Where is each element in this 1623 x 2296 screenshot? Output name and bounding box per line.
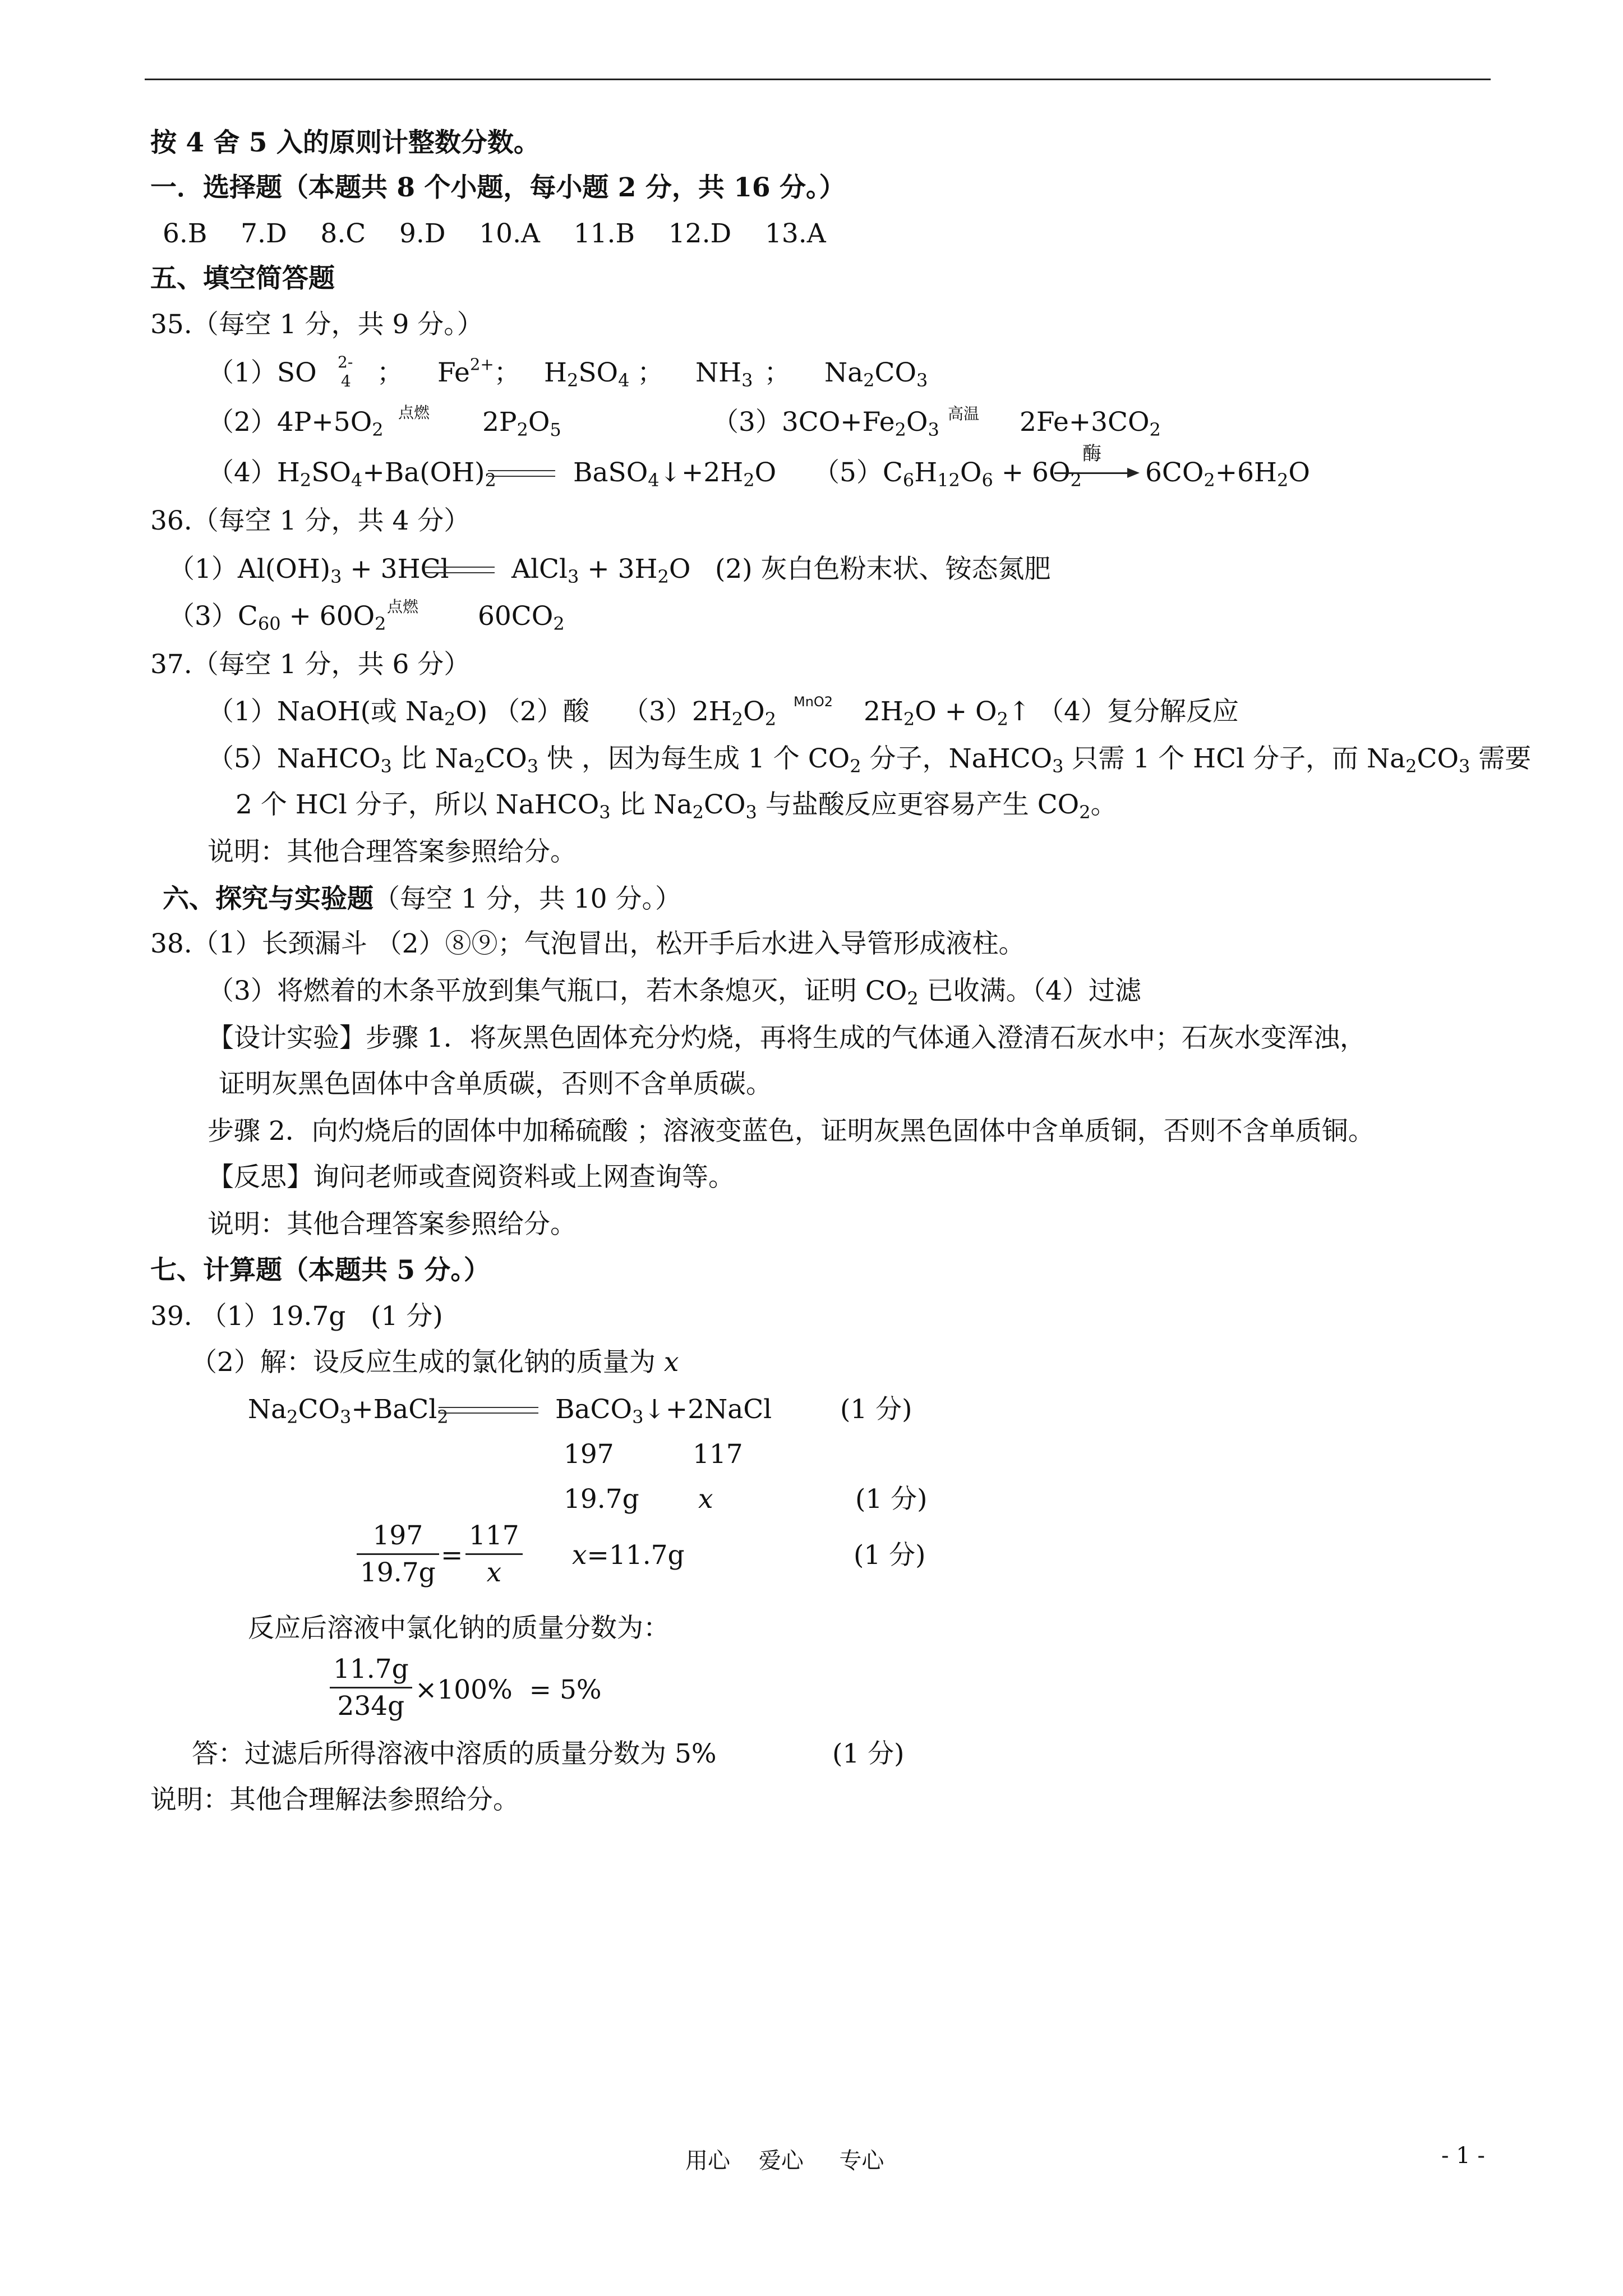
fe-ion: [437, 355, 520, 388]
t: SO: [578, 357, 619, 388]
t: 3: [340, 1406, 352, 1428]
percent-result: ×100% = 5%: [415, 1674, 602, 1705]
numerator: 11.7g: [333, 1654, 409, 1685]
footer-slogan: 用心 爱心 专心: [685, 2148, 884, 2174]
q38-note: 说明：其他合理答案参照给分。: [208, 1209, 577, 1240]
score: (1 分): [840, 1394, 912, 1425]
t: 2: [437, 1406, 449, 1428]
t: 3: [745, 801, 757, 823]
t: 2: [907, 987, 919, 1009]
t: 5: [550, 418, 561, 440]
fraction-bar: [465, 1553, 523, 1555]
equals-sign: [439, 1407, 538, 1414]
t: 已收满。（4）过滤: [918, 976, 1142, 1006]
t: 快 ，因为每生成 1 个 CO: [538, 743, 850, 774]
t: 6CO: [1145, 457, 1204, 488]
t: SO: [311, 457, 351, 488]
t: 3: [1052, 755, 1064, 777]
q37-line2: [208, 743, 1532, 777]
t: +Ba(OH): [362, 457, 485, 488]
var-x: x: [572, 1540, 587, 1571]
eq-h2so4: [208, 457, 496, 491]
t: 2H: [864, 696, 903, 727]
t: O: [743, 696, 765, 727]
score: (1 分): [854, 1540, 926, 1571]
t: 2: [903, 708, 915, 730]
denominator: 19.7g: [360, 1557, 436, 1588]
ans-2: （2）酸: [494, 696, 589, 727]
t: ↑: [1008, 696, 1031, 727]
ans-1: [208, 696, 488, 730]
condition-ignite: 点燃: [398, 403, 430, 422]
t: CO: [298, 1394, 340, 1425]
eq-glucose: [813, 457, 1082, 491]
t: （5）NaHCO: [208, 743, 381, 774]
eq-aloh3: [168, 554, 449, 585]
t: 2: [692, 801, 704, 823]
denominator: 234g: [337, 1691, 405, 1722]
choice-answers: 6.B 7.D 8.C 9.D 10.A 11.B 12.D 13.A: [163, 218, 826, 249]
var-x: x: [663, 1347, 679, 1378]
fraction-bar: [330, 1687, 412, 1688]
t: 2: [444, 708, 456, 730]
q37-head: 37.（每空 1 分，共 6 分）: [150, 649, 471, 680]
t: （1）NaOH(或 Na: [208, 696, 444, 727]
section-6-title: [163, 884, 681, 914]
t: 60: [257, 613, 281, 634]
t: 6: [902, 469, 915, 491]
eq-baso4: [573, 457, 777, 491]
t: 2+: [469, 355, 494, 374]
sep: ；: [377, 357, 403, 388]
equals: =: [441, 1540, 463, 1571]
t: 2: [863, 369, 875, 391]
t: （3）将燃着的木条平放到集气瓶口，若木条熄灭，证明 CO: [208, 976, 907, 1006]
t: H: [914, 457, 938, 488]
numerator: 117: [469, 1520, 519, 1551]
eq-alcl3: [511, 554, 690, 585]
q38-line5: 步骤 2．向灼烧后的固体中加稀硫酸 ；溶液变蓝色，证明灰黑色固体中含单质铜，否则不含单质铜。: [208, 1116, 1375, 1147]
t: BaCO: [555, 1394, 633, 1425]
t: CO: [1417, 743, 1459, 774]
t: +BaCl: [351, 1394, 437, 1425]
t: CO: [485, 743, 527, 774]
eq-p-product: [482, 407, 561, 438]
q39-line3: 反应后溶液中氯化钠的质量分数为：: [248, 1613, 670, 1644]
t: 比 Na: [391, 743, 474, 774]
t: 3: [330, 565, 342, 587]
t: O + O: [915, 696, 997, 727]
t: （3）C: [168, 601, 258, 632]
condition-enzyme: 酶: [1082, 443, 1101, 465]
ans-4: （4）复分解反应: [1038, 696, 1239, 727]
t: BaSO: [573, 457, 648, 488]
section-1-title: 一．选择题（本题共 8 个小题，每小题 2 分，共 16 分。）: [150, 172, 846, 203]
equals-sign: [425, 567, 495, 573]
eq-c60-product: [478, 601, 565, 632]
t: 2: [372, 418, 384, 440]
fraction-1: [357, 1520, 439, 1588]
section-7-title: 七、计算题（本题共 5 分。）: [150, 1255, 490, 1286]
t: + 6O: [993, 457, 1071, 488]
q35-head: 35.（每空 1 分，共 9 分。）: [150, 309, 483, 340]
t: （3）2H: [623, 696, 732, 727]
q36-head: 36.（每空 1 分，共 4 分）: [150, 505, 471, 536]
t: 4: [618, 369, 630, 391]
eq-c60: [168, 601, 386, 632]
t: + 60O: [280, 601, 375, 632]
t: CO: [704, 789, 746, 820]
t: + 3H: [579, 554, 658, 585]
t: O: [906, 407, 928, 438]
score: (1 分): [832, 1738, 905, 1769]
score: (1 分): [855, 1484, 928, 1515]
t: 2: [764, 708, 777, 730]
t: 2: [375, 613, 386, 634]
t: （2）4P+5O: [208, 407, 372, 438]
t: 2: [1079, 801, 1091, 823]
t: 3: [741, 369, 753, 391]
t: ↓+2H: [659, 457, 744, 488]
t: 3: [599, 801, 611, 823]
t: 。: [1090, 789, 1117, 820]
t: O: [668, 554, 691, 585]
t: ；: [494, 357, 520, 388]
t: 2: [657, 565, 669, 587]
t: 4: [648, 469, 660, 491]
eq-h2o2: [623, 696, 777, 730]
so4-charge: 2-: [338, 353, 353, 371]
t: （2）解：设反应生成的氯化钠的质量为: [191, 1347, 664, 1378]
condition-high-temp: 高温: [948, 404, 980, 423]
fraction-2: [465, 1520, 523, 1588]
section-5-title: 五、填空简答题: [150, 263, 335, 294]
t: O: [960, 457, 982, 488]
q38-line4: 证明灰黑色固体中含单质碳，否则不含单质碳。: [219, 1069, 772, 1099]
t: NH: [695, 357, 742, 388]
t: （4）H: [208, 457, 300, 488]
t: +6H: [1215, 457, 1278, 488]
eq-fe-product: [1020, 407, 1161, 438]
t: 2Fe+3CO: [1020, 407, 1150, 438]
nh3: [695, 357, 791, 391]
t: 2: [1277, 469, 1289, 491]
q38-line6: 【反思】询问老师或查阅资料或上网查询等。: [208, 1162, 735, 1193]
equals-sign: [488, 470, 555, 477]
eq-products: [555, 1394, 772, 1428]
page-number: - 1 -: [1441, 2143, 1485, 2169]
t: 2: [743, 469, 755, 491]
t: 19.7g: [564, 1484, 639, 1515]
t: 答：过滤后所得溶液中溶质的质量分数为 5%: [192, 1738, 717, 1769]
t: 2: [1149, 418, 1161, 440]
denominator: x: [486, 1557, 502, 1588]
q35-l1-so4: [208, 358, 317, 388]
q39-line1: 39. （1）19.7g (1 分): [150, 1301, 443, 1332]
q38-line2: [208, 976, 1142, 1009]
t: 2 个 HCl 分子，所以 NaHCO: [236, 789, 600, 820]
t: Fe: [437, 357, 470, 388]
q39-line2: [191, 1347, 679, 1378]
t: （1）Al(OH): [168, 554, 331, 585]
so4-sub: 4: [341, 372, 351, 390]
q39-answer: [192, 1738, 905, 1769]
t: 2: [997, 708, 1008, 730]
t: 6: [981, 469, 993, 491]
t: 比 Na: [610, 789, 693, 820]
fraction-bar: [357, 1553, 439, 1555]
q36-answer-2: (2) 灰白色粉末状、铵态氮肥: [715, 554, 1051, 585]
t: + 3HCl: [342, 554, 449, 585]
t: O: [754, 457, 777, 488]
t: H: [544, 357, 567, 388]
t: 需要: [1470, 743, 1532, 774]
result-x: [572, 1540, 685, 1571]
t: 3: [380, 755, 392, 777]
eq-h2o2-product: [864, 696, 1031, 730]
t: （3）3CO+Fe: [712, 407, 895, 438]
t: 2: [1070, 469, 1082, 491]
t: 2: [1204, 469, 1215, 491]
t: 2P: [482, 407, 517, 438]
condition-ignite: 点燃: [387, 597, 419, 616]
q38-line3: 【设计实验】步骤 1．将灰黑色固体充分灼烧，再将生成的气体通入澄清石灰水中；石灰水变浑浊，: [208, 1023, 1366, 1053]
t: 3: [928, 418, 939, 440]
t: 2: [517, 418, 528, 440]
t: O): [455, 696, 488, 727]
header-rule: [145, 79, 1491, 80]
var-x: x: [698, 1484, 713, 1515]
arrowhead: [1127, 468, 1140, 478]
eq-p: [208, 407, 384, 438]
t: 分子，NaHCO: [861, 743, 1053, 774]
scoring-note: 按 4 舍 5 入的原则计整数分数。: [150, 127, 540, 158]
t: 4: [351, 469, 363, 491]
na2co3: [824, 357, 928, 391]
t: 2: [299, 469, 312, 491]
t: 2: [485, 469, 496, 491]
t: 3: [567, 565, 579, 587]
t: 3: [527, 755, 539, 777]
t: 2: [553, 613, 565, 634]
t: 六、探究与实验题: [163, 884, 374, 914]
t: 3: [632, 1406, 644, 1428]
t: 3: [1458, 755, 1470, 777]
t: CO: [874, 357, 916, 388]
t: AlCl: [511, 554, 568, 585]
t: （每空 1 分，共 10 分。）: [374, 884, 681, 914]
t: O: [1288, 457, 1310, 488]
q38-line1: 38.（1）长颈漏斗 （2）⑧⑨；气泡冒出，松开手后水进入导管形成液柱。: [150, 928, 1025, 959]
t: ；: [764, 357, 791, 388]
text: （1）SO: [208, 357, 317, 388]
t: 117: [693, 1439, 743, 1470]
eq-fe: [712, 407, 939, 438]
fraction-pct: [330, 1654, 412, 1722]
q37-note: 说明：其他合理答案参照给分。: [208, 836, 577, 867]
t: ；: [637, 357, 664, 388]
t: 只需 1 个 HCl 分子，而 Na: [1063, 743, 1406, 774]
t: 60CO: [478, 601, 554, 632]
h2so4: [544, 357, 664, 391]
t: 2: [731, 708, 744, 730]
t: 与盐酸反应更容易产生 CO: [757, 789, 1080, 820]
t: Na: [248, 1394, 287, 1425]
eq-reactants: [248, 1394, 449, 1428]
reaction-arrow: [1054, 472, 1132, 474]
t: Na: [824, 357, 864, 388]
catalyst-label: MnO2: [794, 694, 833, 710]
t: 2: [1405, 755, 1417, 777]
t: 197: [564, 1439, 614, 1470]
t: 2: [287, 1406, 298, 1428]
t: ↓+2NaCl: [643, 1394, 772, 1425]
q39-note: 说明：其他合理解法参照给分。: [150, 1784, 519, 1815]
t: 2: [850, 755, 861, 777]
t: 2: [567, 369, 579, 391]
t: 3: [916, 369, 928, 391]
t: O: [528, 407, 550, 438]
t: （5）C: [813, 457, 903, 488]
t: 2: [473, 755, 486, 777]
numerator: 197: [372, 1520, 423, 1551]
t: 12: [937, 469, 960, 491]
q37-line3: [236, 789, 1117, 823]
t: =11.7g: [587, 1540, 685, 1571]
eq-glucose-product: [1145, 457, 1310, 491]
t: 2: [895, 418, 906, 440]
